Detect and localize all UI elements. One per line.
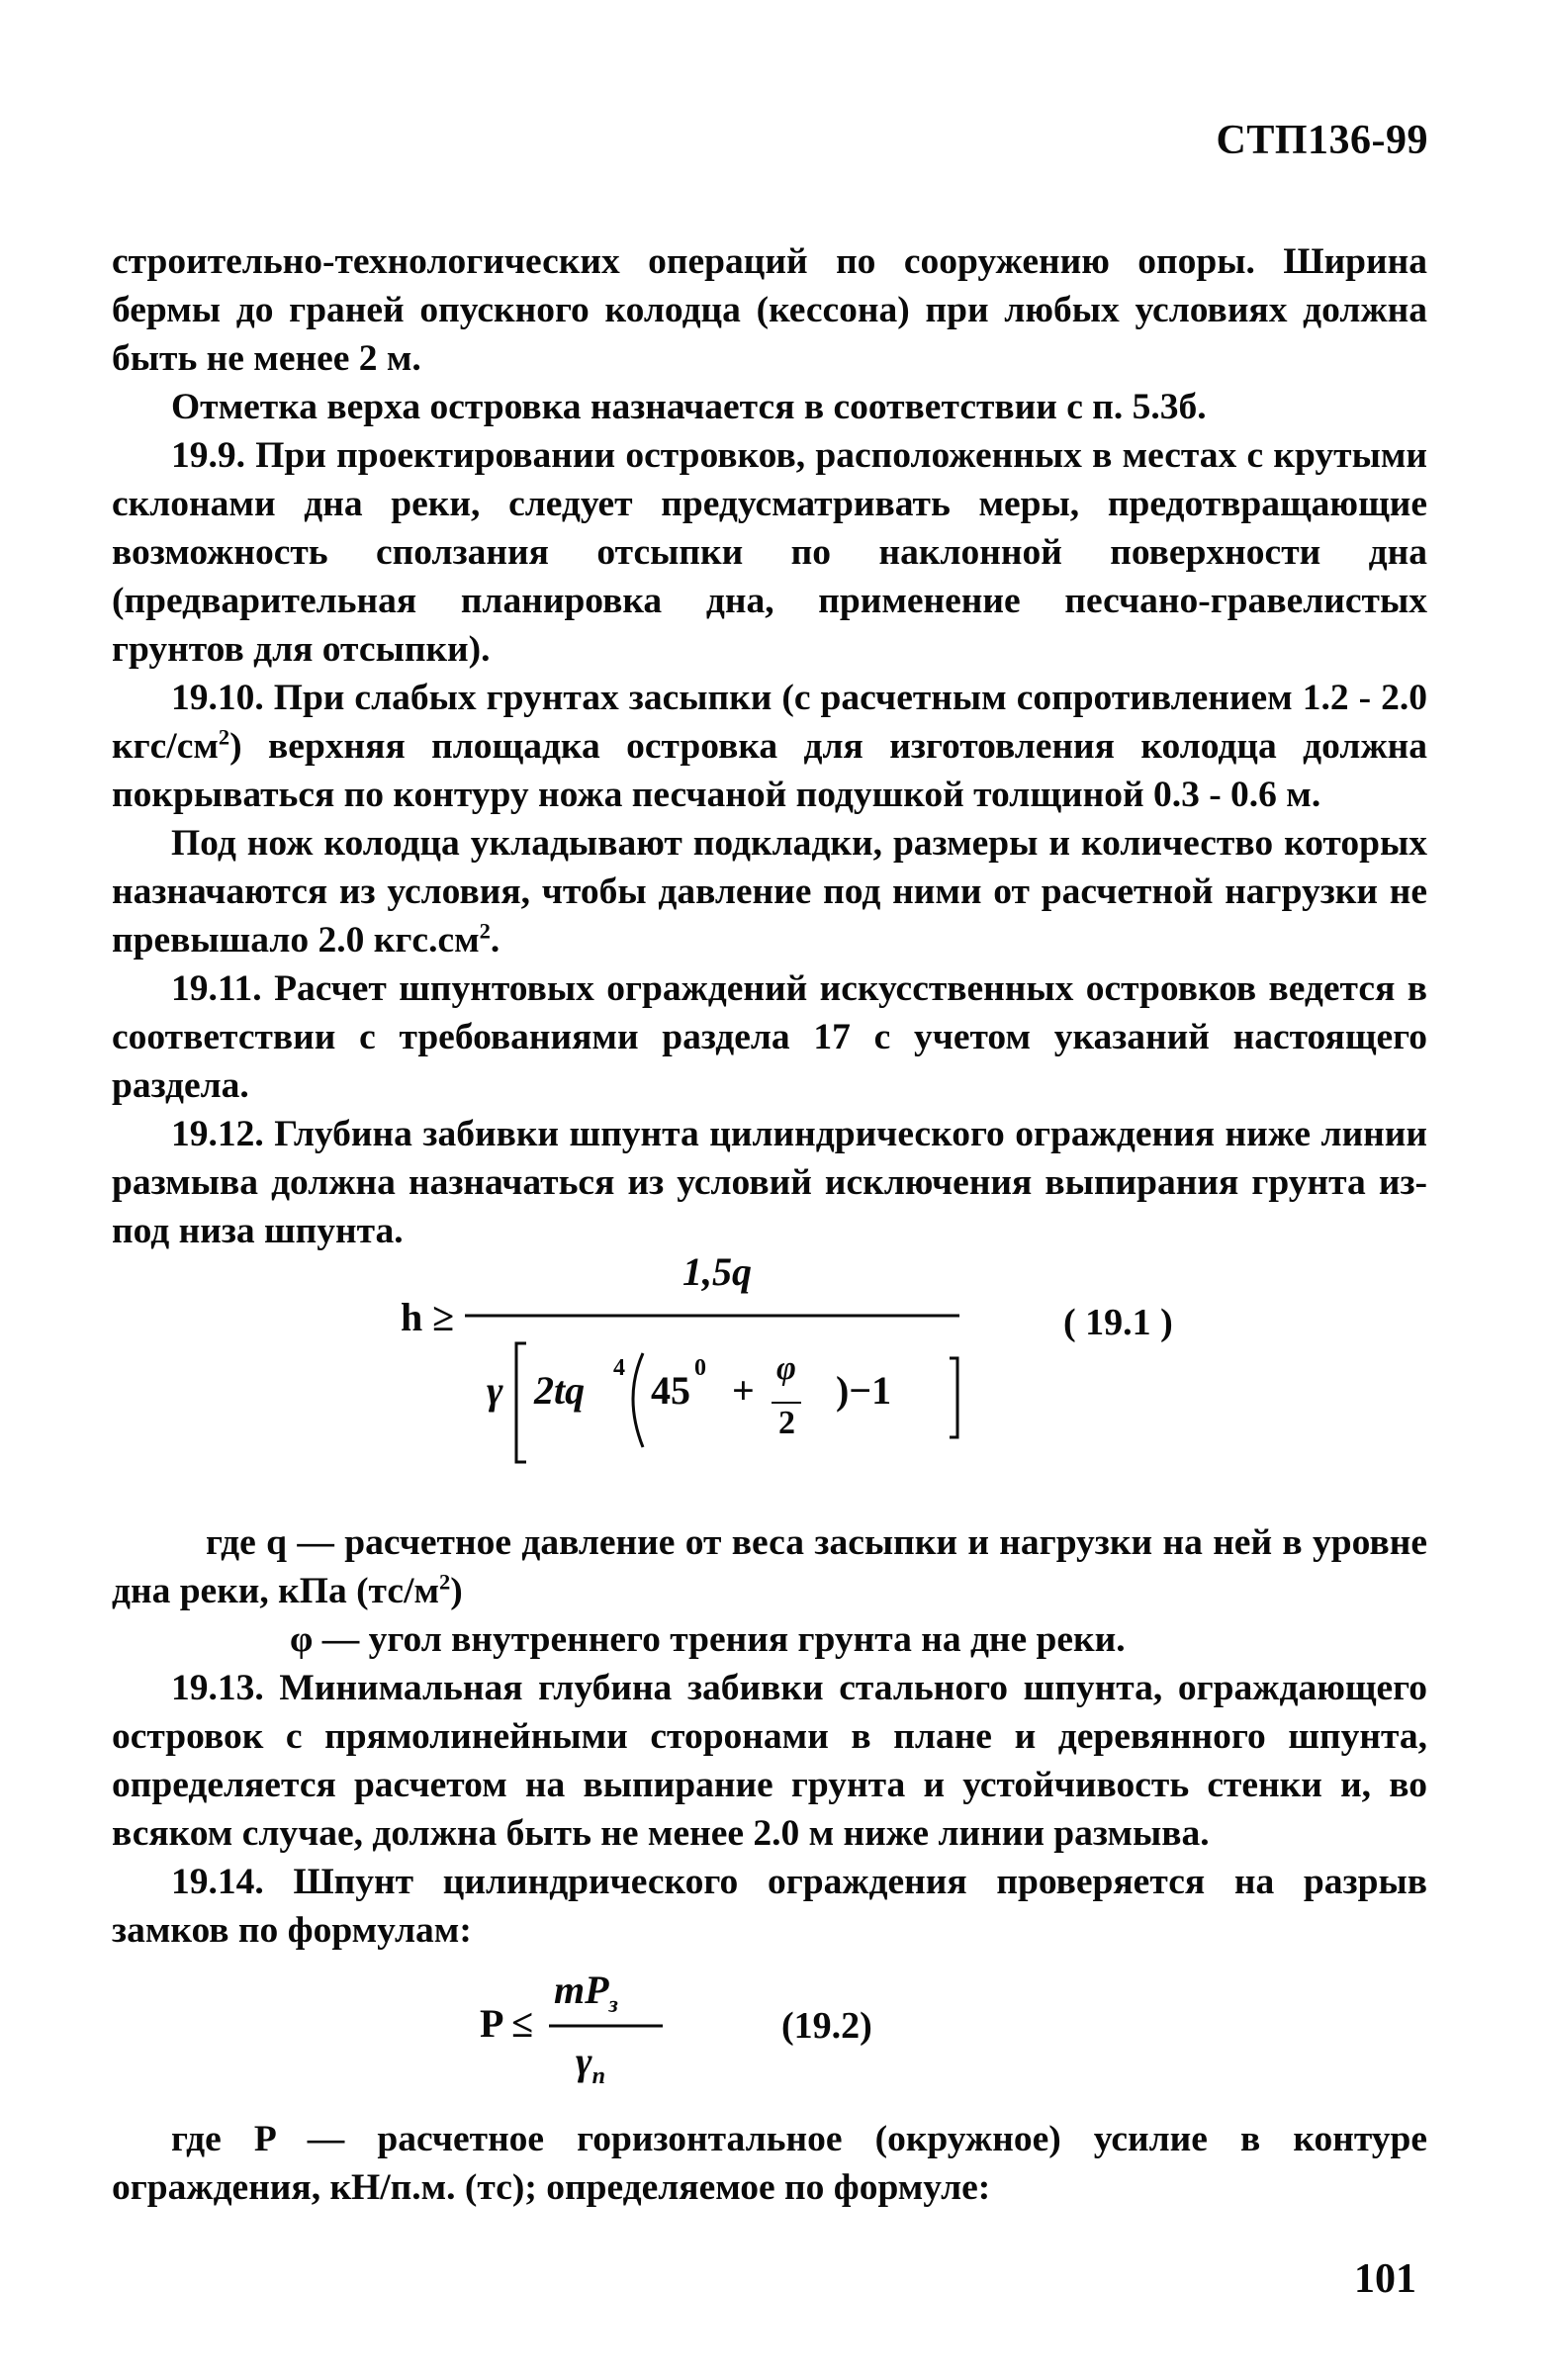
paragraph-19-12: 19.12. Глубина забивки шпунта цилиндрического ограждения ниже линии размыва должна назначаться из условий исключения выпирания грунта из-под низа шпунта. bbox=[112, 1114, 1427, 1251]
formula-number-19-2: (19.2) bbox=[781, 2005, 872, 2047]
formula-tg: 2tq bbox=[534, 1368, 586, 1413]
formula-angle: 45 bbox=[651, 1368, 690, 1413]
paragraph-19-14: 19.14. Шпунт цилиндрического ограждения проверяется на разрыв замков по формулам: bbox=[112, 1862, 1427, 1951]
formula-phi: φ bbox=[776, 1350, 796, 1387]
formula2-lhs: P ≤ bbox=[480, 2001, 534, 2046]
formula2-fraction-bar bbox=[549, 2023, 668, 2029]
paragraph-where-phi: φ — угол внутреннего трения грунта на дне реки. bbox=[290, 1619, 1126, 1660]
paragraph-19-10: 19.10. При слабых грунтах засыпки (с расчетным сопротивлением 1.2 - 2.0 кгс/$см^2$) верхняя площадка островка для изготовления колодца должна покрываться по контуру ножа песчаной подушкой толщиной 0.3 - 0.6 м. bbox=[112, 678, 1427, 815]
formula-numerator: 1,5q bbox=[682, 1249, 752, 1294]
text-block-1 bbox=[112, 237, 1427, 1255]
formula2-numerator: $mP_з$ bbox=[554, 1968, 618, 2018]
formula-plus: + bbox=[732, 1368, 755, 1413]
paragraph-pads: Под нож колодца укладывают подкладки, размеры и количество которых назначаются из условия, чтобы давление под ними от расчетной нагрузки не превышало 2.0 $кгс.см^2$. bbox=[112, 823, 1427, 961]
paragraph-island-level: Отметка верха островка назначается в соответствии с п. 5.3б. bbox=[171, 387, 1207, 427]
formula2-denominator: $\gamma_n$ bbox=[576, 2039, 605, 2089]
paragraph-19-9: 19.9. При проектировании островков, расположенных в местах с крутыми склонами дна реки, следует предусматривать меры, предотвращающие возможность сползания отсыпки по наклонной поверхности дна (предварительная планировка дна, применение песчано-гравелистых грунтов для отсыпки). bbox=[112, 435, 1427, 670]
formula-number-19-1: ( 19.1 ) bbox=[1063, 1302, 1173, 1343]
formula-minus-one: )−1 bbox=[836, 1368, 892, 1413]
paragraph-19-11: 19.11. Расчет шпунтовых ограждений искусственных островков ведется в соответствии с требованиями раздела 17 с учетом указаний настоящего раздела. bbox=[112, 968, 1427, 1106]
paragraph-19-13: 19.13. Минимальная глубина забивки стального шпунта, ограждающего островок с прямолинейными сторонами в плане и деревянного шпунта, определяется расчетом на выпирание грунта и устойчивость стенки и, во всяком случае, должна быть не менее 2.0 м ниже линии размыва. bbox=[112, 1668, 1427, 1854]
formula-gamma: γ bbox=[487, 1368, 503, 1413]
page-number: 101 bbox=[1354, 2256, 1416, 2302]
paragraph-continuation: строительно-технологических операций по сооружению опоры. Ширина бермы до граней опускного колодца (кессона) при любых условиях должна быть не менее 2 м. bbox=[112, 241, 1427, 379]
text-block-2 bbox=[112, 1518, 1427, 1955]
formula-two: 2 bbox=[778, 1405, 795, 1441]
formula-degree: 0 bbox=[694, 1355, 706, 1381]
paragraph-where-p: где P — расчетное горизонтальное (окружное) усилие в контуре ограждения, кН/п.м. (тс); определяемое по формуле: bbox=[112, 2119, 1427, 2208]
formula-lhs: h ≥ bbox=[401, 1295, 455, 1339]
paragraph-where-q: где q — расчетное давление от веса засыпки и нагрузки на ней в уровне дна реки, кПа $(тс/м^2)$ bbox=[112, 1522, 1427, 1611]
text-block-3 bbox=[112, 2115, 1427, 2212]
formula-power: 4 bbox=[613, 1355, 625, 1381]
document-code: СТП136-99 bbox=[1216, 118, 1428, 163]
